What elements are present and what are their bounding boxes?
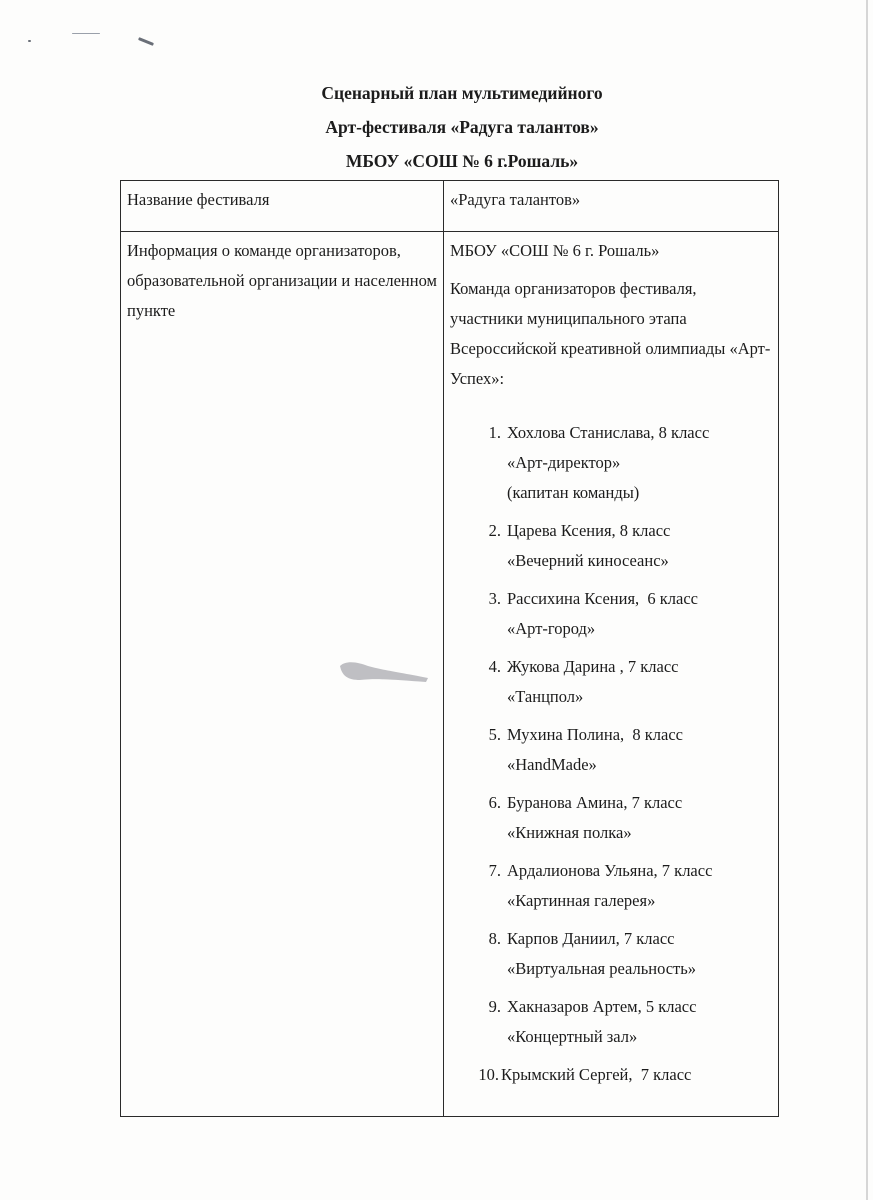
member-role: «Вечерний киносеанс» xyxy=(507,551,669,570)
scan-speck xyxy=(28,40,31,42)
member-name: Буранова Амина, 7 класс xyxy=(507,793,683,812)
member-note: (капитан команды) xyxy=(507,483,640,502)
scan-edge xyxy=(866,0,868,1200)
list-item xyxy=(450,652,772,712)
team-intro: Команда организаторов фестиваля, участники муниципального этапа Всероссийской креативной олимпиады «Арт-Успех»: xyxy=(450,279,771,388)
member-name: Рассихина Ксения, 6 класс xyxy=(507,589,698,608)
list-number: 5. xyxy=(488,725,501,744)
member-role: «Арт-город» xyxy=(507,619,596,638)
list-item xyxy=(450,720,772,780)
header-festival-line: Арт-фестиваля «Радуга талантов» xyxy=(325,117,599,137)
list-item xyxy=(450,992,772,1052)
member-name: Ардалионова Ульяна, 7 класс xyxy=(507,861,713,880)
list-number: 10. xyxy=(478,1065,499,1084)
header-school-line: МБОУ «СОШ № 6 г.Рошаль» xyxy=(345,151,579,171)
table-row xyxy=(121,181,779,232)
member-name: Жукова Дарина , 7 класс xyxy=(507,657,679,676)
list-number: 2. xyxy=(488,521,501,540)
list-item xyxy=(450,1060,772,1090)
member-role: «Книжная полка» xyxy=(507,823,632,842)
list-number: 3. xyxy=(488,589,501,608)
list-item xyxy=(450,856,772,916)
team-info-label: Информация о команде организаторов, образовательной организации и населенном пункте xyxy=(121,232,444,1117)
member-name: Царева Ксения, 8 класс xyxy=(507,521,671,540)
scan-speck xyxy=(72,33,100,34)
member-name: Мухина Полина, 8 класс xyxy=(507,725,684,744)
member-name: Крымский Сергей, 7 класс xyxy=(501,1065,692,1084)
table-row xyxy=(121,232,779,1117)
list-item xyxy=(450,584,772,644)
list-number: 9. xyxy=(488,997,501,1016)
list-number: 8. xyxy=(488,929,501,948)
festival-name-label: Название фестиваля xyxy=(121,181,444,232)
member-role: «Картинная галерея» xyxy=(507,891,656,910)
list-number: 6. xyxy=(488,793,501,812)
list-number: 4. xyxy=(488,657,501,676)
header-title-line: Сценарный план мультимедийного xyxy=(321,83,603,103)
list-item xyxy=(450,788,772,848)
member-role: «HandMade» xyxy=(507,755,597,774)
scenario-table xyxy=(120,180,779,1117)
scan-speck xyxy=(138,37,154,46)
member-name: Хохлова Станислава, 8 класс xyxy=(507,423,710,442)
list-number: 1. xyxy=(488,423,501,442)
member-role: «Танцпол» xyxy=(507,687,584,706)
list-item xyxy=(450,418,772,508)
list-number: 7. xyxy=(488,861,501,880)
member-name: Хакназаров Артем, 5 класс xyxy=(507,997,697,1016)
member-role: «Виртуальная реальность» xyxy=(507,959,697,978)
school-name: МБОУ «СОШ № 6 г. Рошаль» xyxy=(450,241,660,260)
festival-name-value: «Радуга талантов» xyxy=(444,181,779,232)
team-info-cell xyxy=(444,232,779,1117)
member-role: «Арт-директор» xyxy=(507,453,621,472)
document-header xyxy=(0,76,873,178)
team-list xyxy=(450,418,772,1090)
list-item xyxy=(450,516,772,576)
member-name: Карпов Даниил, 7 класс xyxy=(507,929,675,948)
list-item xyxy=(450,924,772,984)
member-role: «Концертный зал» xyxy=(507,1027,638,1046)
